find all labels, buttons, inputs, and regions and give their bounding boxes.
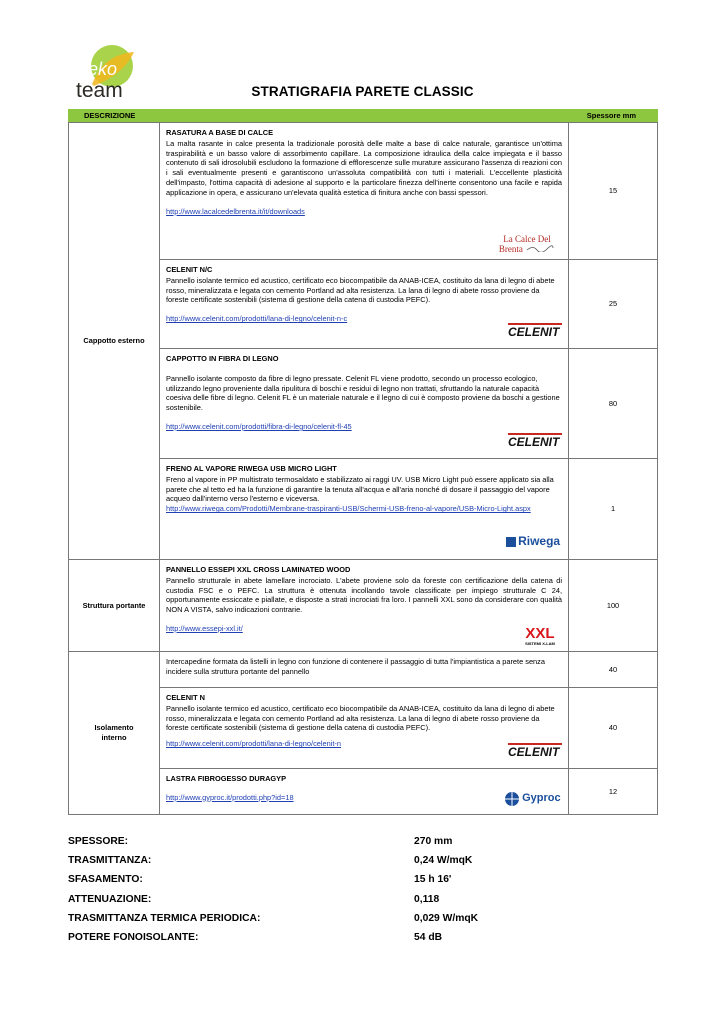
summary-label: SPESSORE: — [68, 836, 129, 847]
layer-description: Freno al vapore in PP multistrato termosaldato e stabilizzato ai raggi UV. USB Micro Light può essere applicato sia alla parete che al tetto ed ha la funzione di garantire la tenuta all'acqua e all'aria nonché di dosare il passaggio del vapore acqueo dall'interno verso l'esterno e viceversa. — [166, 474, 554, 504]
summary-row — [68, 855, 628, 874]
layer-cell — [160, 349, 569, 459]
layer-thickness: 40 — [569, 688, 658, 769]
layer-cell — [160, 688, 569, 769]
summary-label: POTERE FONOISOLANTE: — [68, 931, 199, 943]
layer-title: CELENIT N — [166, 693, 206, 702]
column-header-thickness: Spessore mm — [586, 111, 636, 120]
summary-row — [68, 913, 628, 932]
layer-thickness: 80 — [569, 349, 658, 459]
riwega-mark: Riwega — [518, 534, 561, 549]
summary-row — [68, 874, 628, 893]
logo-word-eko: eko — [88, 59, 118, 79]
column-header-description: DESCRIZIONE — [84, 111, 136, 120]
celenit-mark: CELENIT — [508, 743, 562, 759]
layer-description: Pannello isolante termico ed acustico, certificato eco biocompatibile da ANAB-ICEA, costituito da lana di legno di abete rosso, mineralizzata e legata con cemento Portland ad alta resistenza. La lana di legno di abete rosso proviene da foreste certificate sostenibili (sistema di gestione della catena di custodia PEFC). — [166, 703, 555, 733]
layer-description: Intercapedine formata da listelli in legno con funzione di contenere il passaggio di tutta l'impiantistica a parete senza incidere sulla struttura portante del pannello — [166, 657, 545, 676]
layer-title: FRENO AL VAPORE RIWEGA USB MICRO LIGHT — [166, 464, 337, 473]
summary-value: 0,029 W/mqK — [414, 912, 479, 924]
summary-label: ATTENUAZIONE: — [68, 893, 152, 905]
logo-word-team: team — [76, 79, 123, 100]
brand-logo — [508, 323, 562, 343]
layer-description: Pannello isolante composto da fibre di legno pressate. Celenit FL viene prodotto, secondo un processo ecologico, utilizzando legno proveniente dalla ripulitura di boschi e residui di legno non trattati, sfruttando la naturale capacità coesiva delle fibre di legno. Celenit FL è un materiale naturale e il legno di cui è composto proviene da boschi a gestione sostenibile. — [166, 373, 560, 413]
xxl-mark: XXL — [525, 625, 555, 642]
brand-logo — [492, 234, 562, 254]
layer-description: Pannello strutturale in abete lamellare incrociato. L'abete proviene solo da foreste con certificazione della catena di custodia FSC e o PEFC. La struttura è ottenuta incollando tavole classificate per impiego strutturale C 24, opportunamente essiccate e piallate, e disposte a strati incrociati fra loro. I pannelli XXL sono da considerare con qualità NON A VISTA, salvo indicazioni contrarie. — [166, 575, 562, 615]
layer-cell — [160, 123, 569, 260]
gyproc-mark: Gyproc — [522, 792, 561, 805]
summary-label: SFASAMENTO: — [68, 874, 143, 886]
layer-thickness: 15 — [569, 123, 658, 260]
layer-title: CELENIT N/C — [166, 265, 213, 274]
layer-title: RASATURA A BASE DI CALCE — [166, 128, 274, 137]
table-header-bar — [68, 109, 658, 122]
table-row — [69, 123, 658, 260]
brand-logo — [504, 791, 562, 811]
summary-value: 0,118 — [414, 893, 440, 905]
layer-thickness: 100 — [569, 560, 658, 652]
layer-description: La malta rasante in calce presenta la tradizionale porosità delle malte a base di calce naturale, garantisce un'ottima traspirabilità e un basso valore di assorbimento capillare. La composizione idraulica della calce impiegata e il basso contenuto di sali idrosolubili escludono la formazione di efflorescenze sulle murature assicurano l'assenza di reazioni con i sali eventualmente presenti e garantiscono un'assoluta compatibilità con tutti i materiali. L'eccellente plasticità dell'impasto, l'ottima capacità di adesione al supporto e la particolare finezza dell'inerte consentono una facile e rapida applicazione in opera, e assicurano un'elevata qualità estetica di finitura anche con bassi spessori. — [166, 138, 562, 197]
layer-title: PANNELLO ESSEPI XXL CROSS LAMINATED WOOD — [166, 565, 351, 574]
group-label: Isolamento interno — [69, 652, 160, 815]
summary-value: 54 dB — [414, 931, 443, 943]
layer-cell — [160, 459, 569, 560]
gyproc-globe-icon — [504, 791, 520, 807]
group-label: Cappotto esterno — [69, 123, 160, 560]
brand-logo — [506, 534, 562, 557]
layer-cell — [160, 260, 569, 349]
layer-link[interactable]: http://www.riwega.com/Prodotti/Membrane-traspiranti-USB/Schermi-USB-freno-al-vapore/USB-Micro-Light.aspx — [166, 504, 531, 514]
layer-thickness: 25 — [569, 260, 658, 349]
summary-row — [68, 894, 628, 913]
table-row — [69, 652, 658, 688]
brand-logo — [518, 626, 562, 646]
summary-value: 15 h 16' — [414, 874, 452, 886]
xxl-subtitle: SISTEMI X-LAM — [525, 641, 555, 646]
riwega-square-icon — [506, 537, 516, 547]
layer-link[interactable]: http://www.celenit.com/prodotti/lana-di-legno/celenit-n-c — [166, 314, 348, 324]
layer-link[interactable]: http://www.lacalcedelbrenta.it/it/downloads — [166, 206, 305, 216]
summary-row — [68, 932, 628, 951]
layer-thickness: 40 — [569, 652, 658, 688]
summary-value: 0,24 W/mqK — [414, 855, 473, 867]
celenit-mark: CELENIT — [508, 323, 562, 339]
brand-logo — [508, 743, 562, 763]
layer-link[interactable]: http://www.gyproc.it/prodotti.php?id=18 — [166, 792, 294, 802]
layer-thickness: 12 — [569, 769, 658, 815]
stratigraphy-table — [68, 122, 658, 815]
summary-label: TRASMITTANZA TERMICA PERIODICA: — [68, 912, 261, 924]
brand-name: La Calce Del Brenta — [498, 234, 551, 254]
signature-icon — [525, 245, 555, 252]
layer-title: CAPPOTTO IN FIBRA DI LEGNO — [166, 354, 279, 363]
summary-label: TRASMITTANZA: — [68, 855, 152, 867]
layer-cell — [160, 560, 569, 652]
celenit-mark: CELENIT — [508, 433, 562, 449]
brand-logo — [508, 433, 562, 453]
layer-title: LASTRA FIBROGESSO DURAGYP — [166, 774, 287, 783]
layer-link[interactable]: http://www.celenit.com/prodotti/lana-di-legno/celenit-n — [166, 739, 342, 749]
layer-cell — [160, 769, 569, 815]
layer-description: Pannello isolante termico ed acustico, certificato eco biocompatibile da ANAB-ICEA, costituito da lana di legno di abete rosso, mineralizzata e legata con cemento Portland ad alta resistenza. La lana di legno di abete rosso proviene da foreste certificate sostenibili (sistema di gestione della catena di custodia PEFC). — [166, 275, 555, 305]
summary-section — [68, 836, 628, 951]
table-row — [69, 560, 658, 652]
group-label: Struttura portante — [69, 560, 160, 652]
layer-thickness: 1 — [569, 459, 658, 560]
layer-link[interactable]: http://www.celenit.com/prodotti/fibra-di-legno/celenit-fl-45 — [166, 421, 352, 431]
layer-cell — [160, 652, 569, 688]
summary-row — [68, 836, 628, 855]
page-title: STRATIGRAFIA PARETE CLASSIC — [251, 84, 474, 99]
layer-link[interactable]: http://www.essepi-xxl.it/ — [166, 623, 243, 633]
summary-value: 270 mm — [414, 836, 453, 847]
